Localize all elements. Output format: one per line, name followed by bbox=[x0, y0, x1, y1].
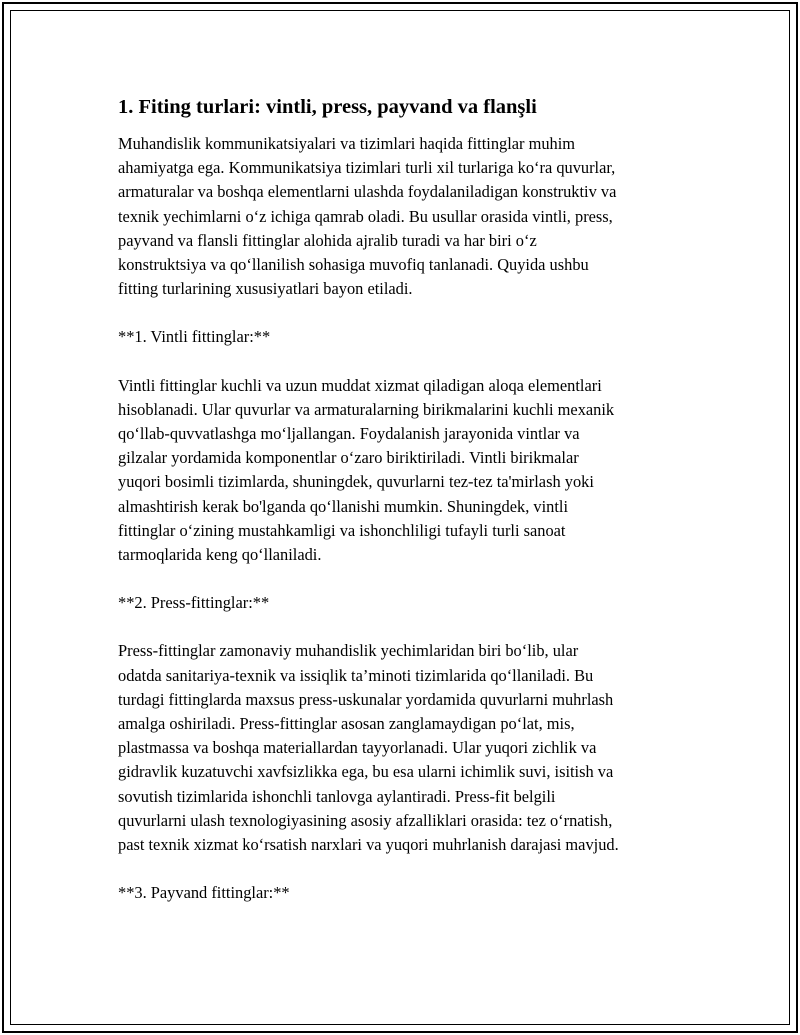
text-line: Muhandislik kommunikatsiyalari va tizimlari haqida fittinglar muhim bbox=[118, 134, 576, 153]
text-line: amalga oshiriladi. Press-fittinglar asosan zanglamaydigan po‘lat, mis, bbox=[118, 714, 575, 734]
text-line: konstruktsiya va qo‘llanilish sohasiga muvofiq tanlanadi. Quyida ushbu bbox=[118, 255, 589, 275]
text-line: gidravlik kuzatuvchi xavfsizlikka ega, bu esa ularni ichimlik suvi, isitish va bbox=[118, 762, 614, 782]
text-line: armaturalar va boshqa elementlarni ulashda foydalaniladigan konstruktiv va bbox=[118, 182, 617, 202]
text-line: payvand va flansli fittinglar alohida ajralib turadi va har biri o‘z bbox=[118, 230, 537, 250]
text-line: gilzalar yordamida komponentlar o‘zaro biriktiriladi. Vintli birikmalar bbox=[118, 448, 579, 468]
text-line: quvurlarni ulash texnologiyasining asosiy afzalliklari orasida: tez o‘rnatish, bbox=[118, 810, 613, 830]
intro-paragraph bbox=[118, 132, 698, 301]
text-line: Press-fittinglar zamonaviy muhandislik yechimlaridan biri bo‘lib, ular bbox=[118, 641, 579, 661]
section-heading-vintli: **1. Vintli fittinglar:** bbox=[118, 327, 271, 347]
document-body bbox=[118, 94, 698, 929]
section-paragraph-vintli bbox=[118, 374, 698, 568]
text-line: yuqori bosimli tizimlarda, shuningdek, quvurlarni tez-tez ta'mirlash yoki bbox=[118, 472, 594, 492]
text-line: tarmoqlarida keng qo‘llaniladi. bbox=[118, 545, 322, 565]
text-line: plastmassa va boshqa materiallardan tayyorlanadi. Ular yuqori zichlik va bbox=[118, 738, 597, 758]
text-line: almashtirish kerak bo'lganda qo‘llanishi mumkin. Shuningdek, vintli bbox=[118, 496, 568, 516]
text-line: qo‘llab-quvvatlashga mo‘ljallangan. Foydalanish jarayonida vintlar va bbox=[118, 424, 580, 444]
text-line: hisoblanadi. Ular quvurlar va armaturalarning birikmalarini kuchli mexanik bbox=[118, 399, 615, 419]
text-line: sovutish tizimlarida ishonchli tanlovga aylantiradi. Press-fit belgili bbox=[118, 786, 556, 806]
document-title: 1. Fiting turlari: vintli, press, payvand va flanşli bbox=[118, 96, 537, 118]
text-line: past texnik xizmat ko‘rsatish narxlari va yuqori muhrlanish darajasi mavjud. bbox=[118, 835, 619, 855]
text-line: texnik yechimlarni o‘z ichiga qamrab oladi. Bu usullar orasida vintli, press, bbox=[118, 206, 613, 226]
text-line: fittinglar o‘zining mustahkamligi va ishonchliligi tufayli turli sanoat bbox=[118, 520, 566, 540]
text-line: odatda sanitariya-texnik va issiqlik ta’minoti tizimlarida qo‘llaniladi. Bu bbox=[118, 665, 594, 685]
text-line: turdagi fittinglarda maxsus press-uskunalar yordamida quvurlarni muhrlash bbox=[118, 689, 614, 709]
text-line: Vintli fittinglar kuchli va uzun muddat xizmat qiladigan aloqa elementlari bbox=[118, 375, 602, 395]
text-line: fitting turlarining xususiyatlari bayon etiladi. bbox=[118, 279, 413, 299]
section-heading-press: **2. Press-fittinglar:** bbox=[118, 593, 270, 613]
section-heading-payvand: **3. Payvand fittinglar:** bbox=[118, 883, 290, 903]
section-paragraph-press bbox=[118, 639, 698, 857]
text-line: ahamiyatga ega. Kommunikatsiya tizimlari turli xil turlariga ko‘ra quvurlar, bbox=[118, 158, 616, 178]
